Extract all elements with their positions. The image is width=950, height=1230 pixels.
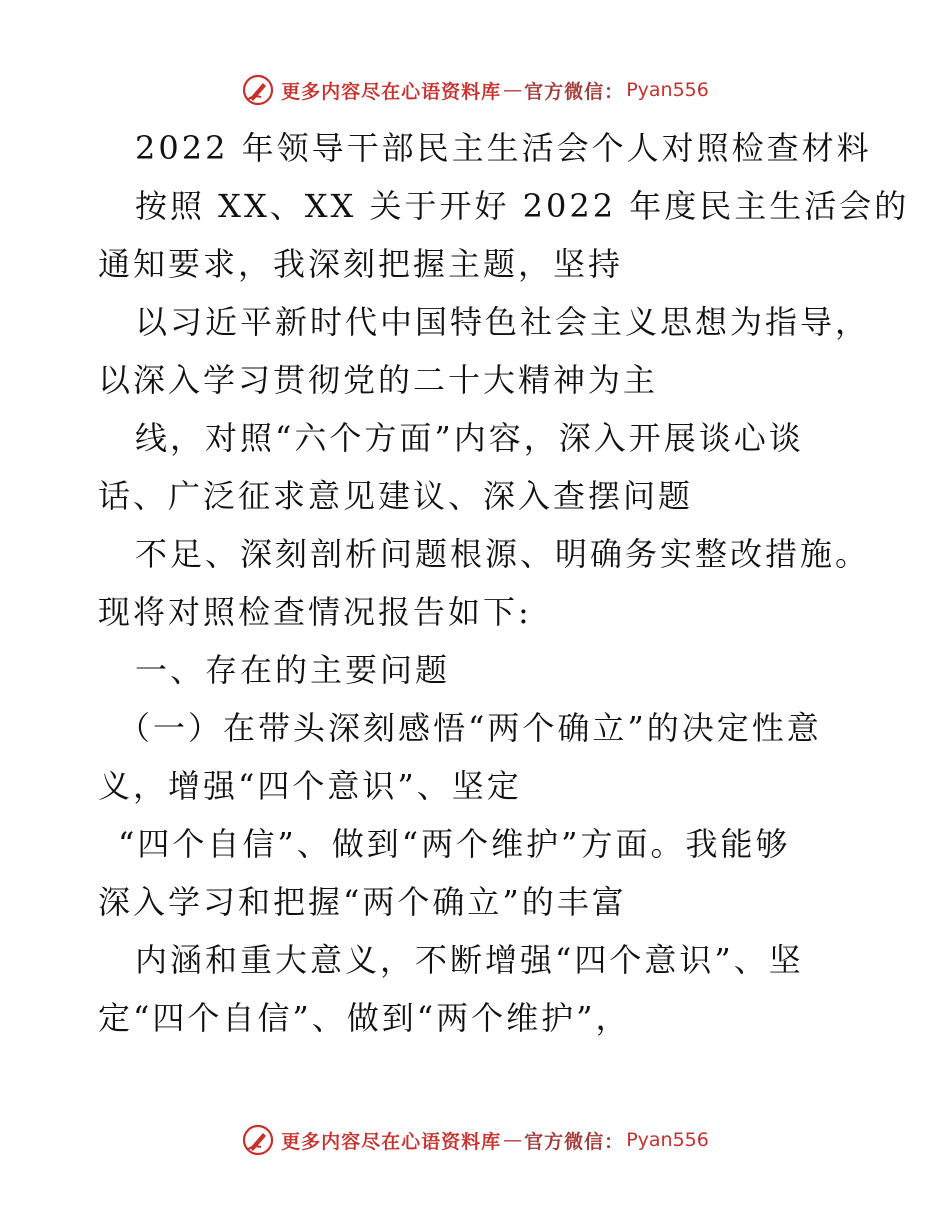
paragraph-line: 不足、深刻剖析问题根源、明确务实整改措施。 <box>135 535 871 573</box>
subsection-heading: （一）在带头深刻感悟“两个确立”的决定性意 <box>118 709 822 747</box>
banner-main-text: 更多内容尽在心语资料库 <box>281 1130 502 1153</box>
banner-wechat-id: Pyan556 <box>626 79 709 101</box>
paragraph-line: 线，对照“六个方面”内容，深入开展谈心谈 <box>135 419 804 457</box>
document-title: 2022 年领导干部民主生活会个人对照检查材料 <box>135 129 872 167</box>
paragraph-line: 深入学习和把握“两个确立”的丰富 <box>98 883 627 921</box>
section-heading: 一、存在的主要问题 <box>135 651 451 689</box>
footer-banner <box>0 1120 950 1160</box>
banner-main-text: 更多内容尽在心语资料库 <box>281 80 502 103</box>
paragraph-line: 义，增强“四个意识”、坚定 <box>98 767 522 805</box>
banner-wechat-label: 官方微信： <box>524 80 625 103</box>
pen-logo-icon <box>241 1123 275 1157</box>
banner-wechat-label: 官方微信： <box>524 1130 625 1153</box>
paragraph-line: 通知要求，我深刻把握主题，坚持 <box>98 245 624 283</box>
pen-logo-icon <box>241 73 275 107</box>
paragraph-line: 按照 XX、XX 关于开好 2022 年度民主生活会的 <box>135 187 910 225</box>
paragraph-line: “四个自信”、做到“两个维护”方面。我能够 <box>118 825 791 863</box>
paragraph-line: 现将对照检查情况报告如下: <box>98 593 532 631</box>
paragraph-line: 内涵和重大意义，不断增强“四个意识”、坚 <box>135 941 804 979</box>
paragraph-line: 以习近平新时代中国特色社会主义思想为指导， <box>135 303 871 341</box>
banner-dash: — <box>503 1129 523 1151</box>
paragraph-line: 定“四个自信”、做到“两个维护”， <box>98 999 631 1037</box>
banner-dash: — <box>503 79 523 101</box>
header-banner <box>0 70 950 110</box>
paragraph-line: 以深入学习贯彻党的二十大精神为主 <box>98 361 659 399</box>
paragraph-line: 话、广泛征求意见建议、深入查摆问题 <box>98 477 694 515</box>
banner-wechat-id: Pyan556 <box>626 1129 709 1151</box>
